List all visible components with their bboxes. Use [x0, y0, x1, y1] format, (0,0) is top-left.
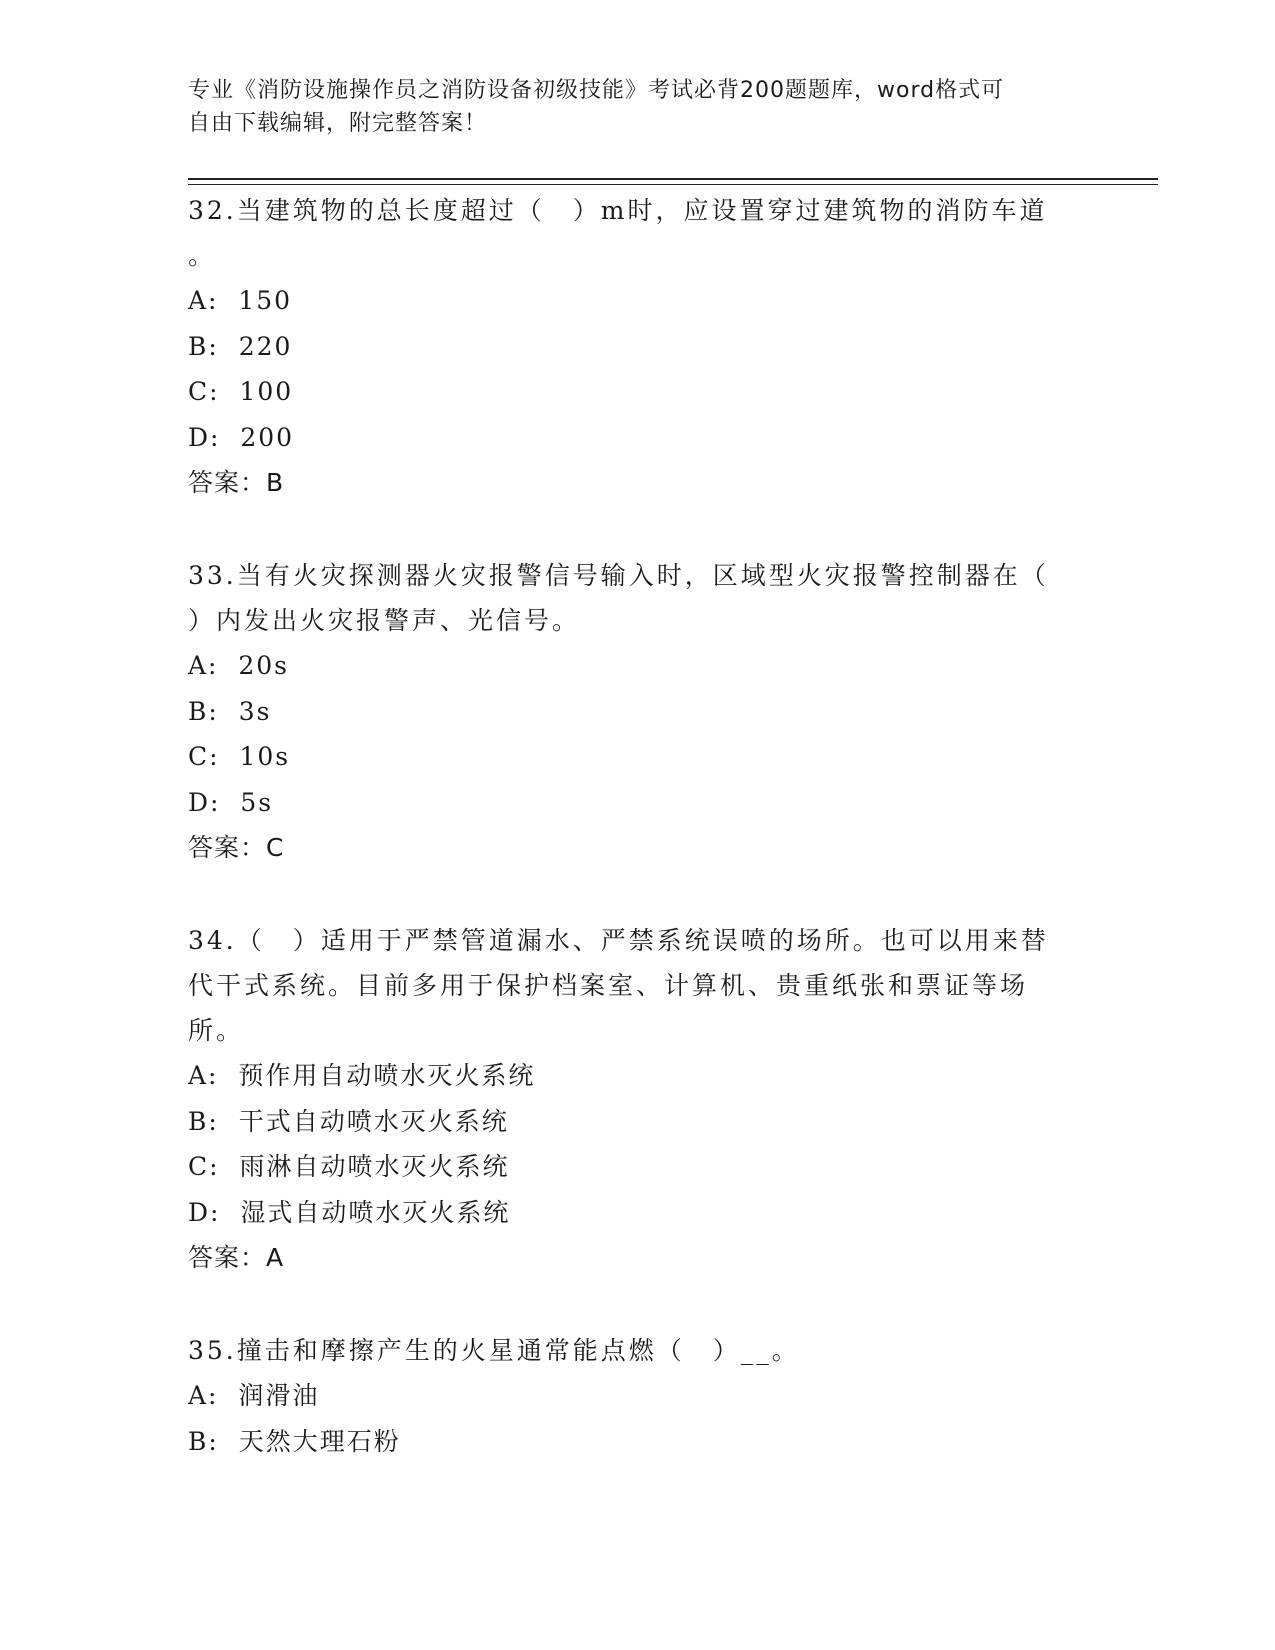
spacer — [188, 870, 1088, 918]
question-35 — [188, 1328, 1088, 1464]
answer-text: 答案：B — [188, 468, 285, 497]
question-text: 。 — [188, 241, 217, 270]
option-a: A: 润滑油 — [188, 1381, 320, 1410]
question-text: 所。 — [188, 1016, 245, 1045]
question-list — [188, 188, 1088, 1464]
document-header — [188, 74, 1088, 140]
option-d: D: 湿式自动喷水灭火系统 — [188, 1197, 511, 1227]
option-c: C: 10s — [188, 742, 291, 771]
option-c: C: 100 — [188, 377, 294, 406]
header-divider-thin — [188, 184, 1158, 185]
question-34 — [188, 918, 1088, 1280]
option-b: B: 3s — [188, 696, 272, 726]
header-divider-thick — [188, 178, 1158, 180]
question-text: ）内发出火灾报警声、光信号。 — [188, 606, 581, 635]
option-a: A: 预作用自动喷水灭火系统 — [188, 1061, 536, 1090]
question-text: 代干式系统。目前多用于保护档案室、计算机、贵重纸张和票证等场 — [188, 971, 1029, 1000]
option-d: D: 200 — [188, 422, 295, 452]
option-c: C: 雨淋自动喷水灭火系统 — [188, 1152, 510, 1181]
question-33 — [188, 553, 1088, 870]
spacer — [188, 1280, 1088, 1328]
question-text: 32.当建筑物的总长度超过（ ）m时，应设置穿过建筑物的消防车道 — [188, 196, 1048, 225]
option-b: B: 220 — [188, 331, 293, 361]
option-b: B: 天然大理石粉 — [188, 1426, 401, 1456]
option-b: B: 干式自动喷水灭火系统 — [188, 1106, 509, 1136]
answer-text: 答案：A — [188, 1243, 285, 1272]
question-text: 34.（ ）适用于严禁管道漏水、严禁系统误喷的场所。也可以用来替 — [188, 926, 1049, 955]
header-line-2: 自由下载编辑，附完整答案！ — [188, 111, 488, 136]
option-a: A: 20s — [188, 651, 290, 680]
option-d: D: 5s — [188, 787, 274, 817]
question-text: 35.撞击和摩擦产生的火星通常能点燃（ ）__。 — [188, 1336, 800, 1365]
spacer — [188, 505, 1088, 553]
question-text: 33.当有火灾探测器火灾报警信号输入时，区域型火灾报警控制器在（ — [188, 561, 1049, 590]
question-32 — [188, 188, 1088, 505]
header-line-1: 专业《消防设施操作员之消防设备初级技能》考试必背200题题库，word格式可 — [188, 78, 1005, 103]
option-a: A: 150 — [188, 286, 293, 315]
answer-text: 答案：C — [188, 833, 285, 862]
